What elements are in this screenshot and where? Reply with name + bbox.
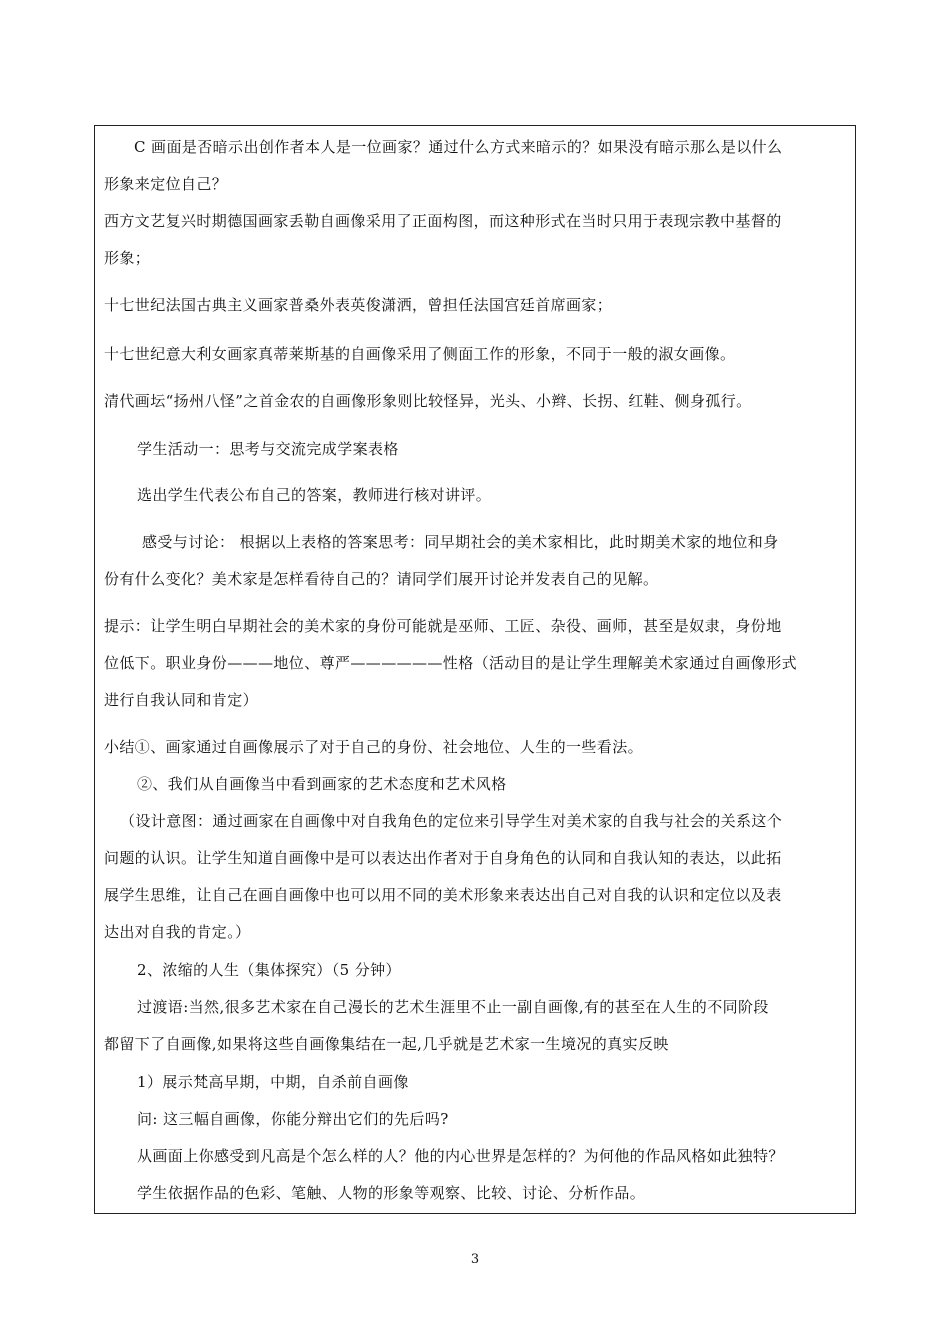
text-line: 展学生思维，让自己在画自画像中也可以用不同的美术形象来表达出自己对自我的认识和定位以及表 (104, 886, 782, 904)
text-line: 1）展示梵高早期，中期，自杀前自画像 (137, 1073, 409, 1091)
text-line: 份有什么变化？美术家是怎样看待自己的？请同学们展开讨论并发表自己的见解。 (104, 570, 659, 588)
text-line: 西方文艺复兴时期德国画家丢勒自画像采用了正面构图，而这种形式在当时只用于表现宗教中基督的 (104, 212, 782, 230)
text-line: 问: 这三幅自画像，你能分辩出它们的先后吗? (137, 1110, 449, 1128)
text-line: （设计意图：通过画家在自画像中对自我角色的定位来引导学生对美术家的自我与社会的关系这个 (120, 812, 783, 830)
text-line: 学生依据作品的色彩、笔触、人物的形象等观察、比较、讨论、分析作品。 (137, 1184, 646, 1202)
text-line: 问题的认识。让学生知道自画像中是可以表达出作者对于自身角色的认同和自我认知的表达，以此拓 (104, 849, 782, 867)
text-line: 感受与讨论： 根据以上表格的答案思考：同早期社会的美术家相比，此时期美术家的地位和身 (142, 533, 779, 551)
text-line: 都留下了自画像,如果将这些自画像集结在一起,几乎就是艺术家一生境况的真实反映 (104, 1035, 669, 1053)
text-line: 达出对自我的肯定。） (104, 923, 251, 941)
text-line: 选出学生代表公布自己的答案，教师进行核对讲评。 (137, 486, 492, 504)
text-line: 形象； (104, 249, 151, 267)
page-number: 3 (470, 1252, 480, 1267)
text-line: 从画面上你感受到凡高是个怎么样的人？他的内心世界是怎样的？为何他的作品风格如此独特？ (137, 1147, 784, 1165)
text-line: 位低下。职业身份———地位、尊严——————性格（活动目的是让学生理解美术家通过自画像形式 (104, 654, 798, 672)
text-line: 小结①、画家通过自画像展示了对于自己的身份、社会地位、人生的一些看法。 (104, 738, 644, 756)
text-line: 过渡语:当然,很多艺术家在自己漫长的艺术生涯里不止一副自画像,有的甚至在人生的不同阶段 (137, 998, 769, 1016)
text-line: 进行自我认同和肯定） (104, 691, 259, 709)
text-line: 2、浓缩的人生（集体探究）（5 分钟） (137, 961, 401, 979)
text-line: 形象来定位自己？ (104, 175, 228, 193)
text-line: 学生活动一：思考与交流完成学案表格 (137, 440, 399, 458)
text-line: 十七世纪意大利女画家真蒂莱斯基的自画像采用了侧面工作的形象，不同于一般的淑女画像。 (104, 345, 736, 363)
text-line: C 画面是否暗示出创作者本人是一位画家？通过什么方式来暗示的？如果没有暗示那么是以什么 (134, 138, 783, 156)
text-line: ②、我们从自画像当中看到画家的艺术态度和艺术风格 (137, 775, 507, 793)
text-line: 十七世纪法国古典主义画家普桑外表英俊潇洒，曾担任法国宫廷首席画家； (104, 296, 613, 314)
text-line: 清代画坛“扬州八怪”之首金农的自画像形象则比较怪异，光头、小辫、长拐、红鞋、侧身孤行。 (104, 392, 752, 410)
text-line: 提示：让学生明白早期社会的美术家的身份可能就是巫师、工匠、杂役、画师，甚至是奴隶，身份地 (104, 617, 782, 635)
